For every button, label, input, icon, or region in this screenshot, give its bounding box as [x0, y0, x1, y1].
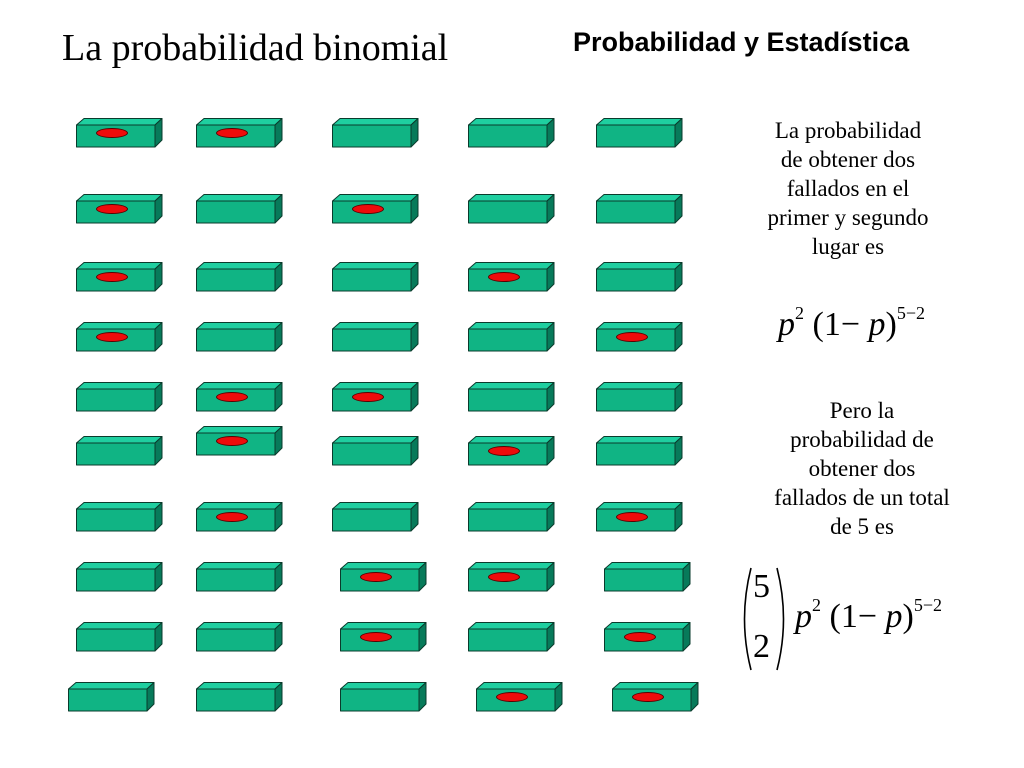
brick-top-face — [605, 563, 691, 570]
brick-shape — [468, 322, 558, 352]
brick-shape — [196, 262, 286, 292]
formula-exponent: 5−2 — [896, 303, 925, 323]
formula-exponent: 2 — [812, 595, 821, 615]
brick-top-face — [197, 383, 283, 390]
brick-top-face — [469, 263, 555, 270]
brick-shape — [468, 622, 558, 652]
formula-operator: − — [857, 598, 878, 635]
brick — [196, 682, 286, 712]
binomial-k: 2 — [753, 628, 770, 665]
failure-marker — [216, 128, 248, 138]
brick-top-face — [333, 503, 419, 510]
brick-shape — [604, 562, 694, 592]
brick-top-face — [597, 119, 683, 126]
brick-front-face — [469, 329, 548, 351]
paragraph-line: de obtener dos — [780, 147, 916, 172]
brick-shape — [76, 562, 166, 592]
formula-paren: ) — [885, 306, 897, 343]
paragraph-line: obtener dos — [808, 456, 916, 481]
formula-operator: − — [840, 306, 861, 343]
formula-term: (1 — [812, 306, 841, 343]
brick-marked — [196, 426, 286, 456]
brick-front-face — [469, 629, 548, 651]
brick-front-face — [469, 389, 548, 411]
failure-marker — [96, 128, 128, 138]
brick-marked — [196, 502, 286, 532]
brick-shape — [76, 436, 166, 466]
paragraph-line: primer y segundo — [767, 205, 929, 230]
brick-shape — [468, 194, 558, 224]
brick-top-face — [469, 563, 555, 570]
brick-top-face — [341, 683, 427, 690]
formula-2 — [735, 566, 995, 672]
brick-top-face — [613, 683, 699, 690]
brick-top-face — [469, 195, 555, 202]
brick-front-face — [197, 629, 276, 651]
brick-top-face — [77, 263, 163, 270]
brick-marked — [468, 262, 558, 292]
brick-top-face — [469, 437, 555, 444]
brick-top-face — [197, 683, 283, 690]
brick-front-face — [197, 689, 276, 711]
brick-top-face — [597, 323, 683, 330]
brick-marked — [340, 562, 430, 592]
formula-variable: p — [868, 306, 886, 343]
brick-front-face — [77, 629, 156, 651]
brick — [76, 382, 166, 412]
brick-top-face — [197, 323, 283, 330]
formula-variable: p — [885, 598, 903, 635]
brick-marked — [340, 622, 430, 652]
brick-shape — [196, 682, 286, 712]
brick — [68, 682, 158, 712]
brick-top-face — [197, 195, 283, 202]
brick-front-face — [333, 125, 412, 147]
brick-shape — [332, 436, 422, 466]
brick-top-face — [197, 119, 283, 126]
brick — [596, 262, 686, 292]
brick-shape — [76, 622, 166, 652]
brick-shape — [596, 436, 686, 466]
formula-variable: p — [795, 598, 812, 635]
brick-front-face — [469, 509, 548, 531]
formula-paren: ) — [902, 598, 914, 635]
failure-marker — [488, 572, 520, 582]
brick-front-face — [597, 201, 676, 223]
failure-marker — [96, 332, 128, 342]
brick-top-face — [77, 503, 163, 510]
failure-marker — [96, 204, 128, 214]
brick-front-face — [197, 269, 276, 291]
brick — [76, 436, 166, 466]
paragraph-line: fallados en el — [786, 176, 910, 201]
brick-shape — [332, 118, 422, 148]
brick-marked — [604, 622, 694, 652]
brick-marked — [76, 262, 166, 292]
brick — [196, 622, 286, 652]
brick-front-face — [333, 329, 412, 351]
formula-term: (1 — [829, 598, 858, 635]
brick — [332, 436, 422, 466]
brick — [468, 322, 558, 352]
brick-front-face — [77, 509, 156, 531]
brick-front-face — [69, 689, 148, 711]
brick-marked — [76, 194, 166, 224]
brick-top-face — [69, 683, 155, 690]
brick-shape — [68, 682, 158, 712]
course-title: Probabilidad y Estadística — [573, 27, 910, 57]
brick-front-face — [333, 443, 412, 465]
failure-marker — [624, 632, 656, 642]
brick-front-face — [197, 201, 276, 223]
brick-front-face — [333, 269, 412, 291]
formula-exponent: 5−2 — [913, 595, 942, 615]
paragraph-line: La probabilidad — [774, 118, 922, 143]
failure-marker — [96, 272, 128, 282]
brick — [596, 118, 686, 148]
formula-1 — [778, 303, 925, 344]
brick — [596, 436, 686, 466]
brick-front-face — [597, 269, 676, 291]
brick-front-face — [597, 125, 676, 147]
brick-marked — [76, 322, 166, 352]
brick-front-face — [77, 389, 156, 411]
brick-top-face — [597, 263, 683, 270]
paragraph-line: de 5 es — [830, 514, 894, 539]
brick-front-face — [469, 201, 548, 223]
paragraph-line: Pero la — [829, 398, 895, 423]
brick-top-face — [77, 323, 163, 330]
brick — [196, 262, 286, 292]
brick-shape — [468, 502, 558, 532]
brick-shape — [596, 262, 686, 292]
brick-marked — [196, 382, 286, 412]
brick-top-face — [333, 195, 419, 202]
brick-shape — [76, 502, 166, 532]
brick-top-face — [77, 437, 163, 444]
brick-marked — [468, 436, 558, 466]
brick-shape — [332, 502, 422, 532]
brick — [332, 502, 422, 532]
failure-marker — [360, 572, 392, 582]
paragraph-line: probabilidad de — [790, 427, 934, 452]
brick-top-face — [197, 503, 283, 510]
brick-top-face — [469, 503, 555, 510]
brick-front-face — [469, 125, 548, 147]
brick-front-face — [197, 329, 276, 351]
failure-marker — [352, 204, 384, 214]
failure-marker — [632, 692, 664, 702]
brick — [332, 118, 422, 148]
brick-top-face — [77, 119, 163, 126]
brick-top-face — [469, 623, 555, 630]
brick-marked — [332, 194, 422, 224]
brick-front-face — [333, 509, 412, 531]
brick-top-face — [333, 119, 419, 126]
brick-marked — [196, 118, 286, 148]
brick-top-face — [597, 437, 683, 444]
brick-front-face — [77, 569, 156, 591]
failure-marker — [216, 512, 248, 522]
failure-marker — [216, 392, 248, 402]
paragraph-line: lugar es — [811, 234, 885, 259]
brick-top-face — [469, 383, 555, 390]
brick-top-face — [77, 563, 163, 570]
brick-shape — [196, 562, 286, 592]
brick-top-face — [597, 503, 683, 510]
brick-top-face — [197, 563, 283, 570]
explanation-paragraph-2 — [742, 396, 982, 541]
brick-marked — [476, 682, 566, 712]
brick-shape — [340, 682, 430, 712]
brick-top-face — [341, 563, 427, 570]
brick-marked — [468, 562, 558, 592]
brick-top-face — [197, 623, 283, 630]
brick-shape — [196, 622, 286, 652]
brick — [468, 118, 558, 148]
brick — [76, 562, 166, 592]
brick-top-face — [333, 437, 419, 444]
brick-shape — [196, 322, 286, 352]
failure-marker — [352, 392, 384, 402]
brick-top-face — [333, 263, 419, 270]
brick — [76, 502, 166, 532]
brick — [332, 322, 422, 352]
brick-top-face — [469, 119, 555, 126]
brick-shape — [596, 194, 686, 224]
brick-top-face — [333, 383, 419, 390]
brick-front-face — [597, 389, 676, 411]
brick — [468, 194, 558, 224]
brick — [596, 194, 686, 224]
brick-front-face — [597, 443, 676, 465]
binomial-right-paren — [773, 566, 793, 672]
brick-shape — [332, 262, 422, 292]
brick-top-face — [333, 323, 419, 330]
brick-top-face — [77, 383, 163, 390]
page-title: La probabilidad binomial — [62, 27, 449, 69]
brick — [604, 562, 694, 592]
failure-marker — [496, 692, 528, 702]
brick-marked — [76, 118, 166, 148]
brick-top-face — [341, 623, 427, 630]
brick-shape — [196, 194, 286, 224]
brick — [468, 382, 558, 412]
failure-marker — [616, 512, 648, 522]
brick-shape — [76, 382, 166, 412]
failure-marker — [616, 332, 648, 342]
brick — [468, 622, 558, 652]
brick-top-face — [197, 263, 283, 270]
formula-2-terms — [795, 595, 942, 636]
brick — [196, 194, 286, 224]
binomial-left-paren — [735, 566, 755, 672]
brick-marked — [612, 682, 702, 712]
brick-marked — [332, 382, 422, 412]
failure-marker — [488, 446, 520, 456]
brick-top-face — [77, 195, 163, 202]
brick-shape — [332, 322, 422, 352]
brick-top-face — [597, 195, 683, 202]
brick-shape — [596, 118, 686, 148]
brick — [196, 322, 286, 352]
brick-top-face — [469, 323, 555, 330]
failure-marker — [216, 436, 248, 446]
brick-top-face — [197, 427, 283, 434]
formula-exponent: 2 — [795, 303, 804, 323]
paragraph-line: fallados de un total — [774, 485, 950, 510]
brick-front-face — [77, 443, 156, 465]
formula-variable: p — [778, 306, 795, 343]
brick-marked — [596, 502, 686, 532]
brick-top-face — [597, 383, 683, 390]
brick-shape — [596, 382, 686, 412]
brick — [468, 502, 558, 532]
brick-top-face — [605, 623, 691, 630]
brick-front-face — [341, 689, 420, 711]
binomial-n: 5 — [753, 568, 770, 605]
brick-marked — [596, 322, 686, 352]
brick — [332, 262, 422, 292]
brick — [596, 382, 686, 412]
brick — [76, 622, 166, 652]
brick-top-face — [477, 683, 563, 690]
brick-shape — [468, 118, 558, 148]
brick-front-face — [197, 569, 276, 591]
brick-front-face — [605, 569, 684, 591]
failure-marker — [488, 272, 520, 282]
failure-marker — [360, 632, 392, 642]
brick — [196, 562, 286, 592]
brick — [340, 682, 430, 712]
brick-top-face — [77, 623, 163, 630]
explanation-paragraph-1 — [742, 116, 954, 261]
brick-shape — [468, 382, 558, 412]
